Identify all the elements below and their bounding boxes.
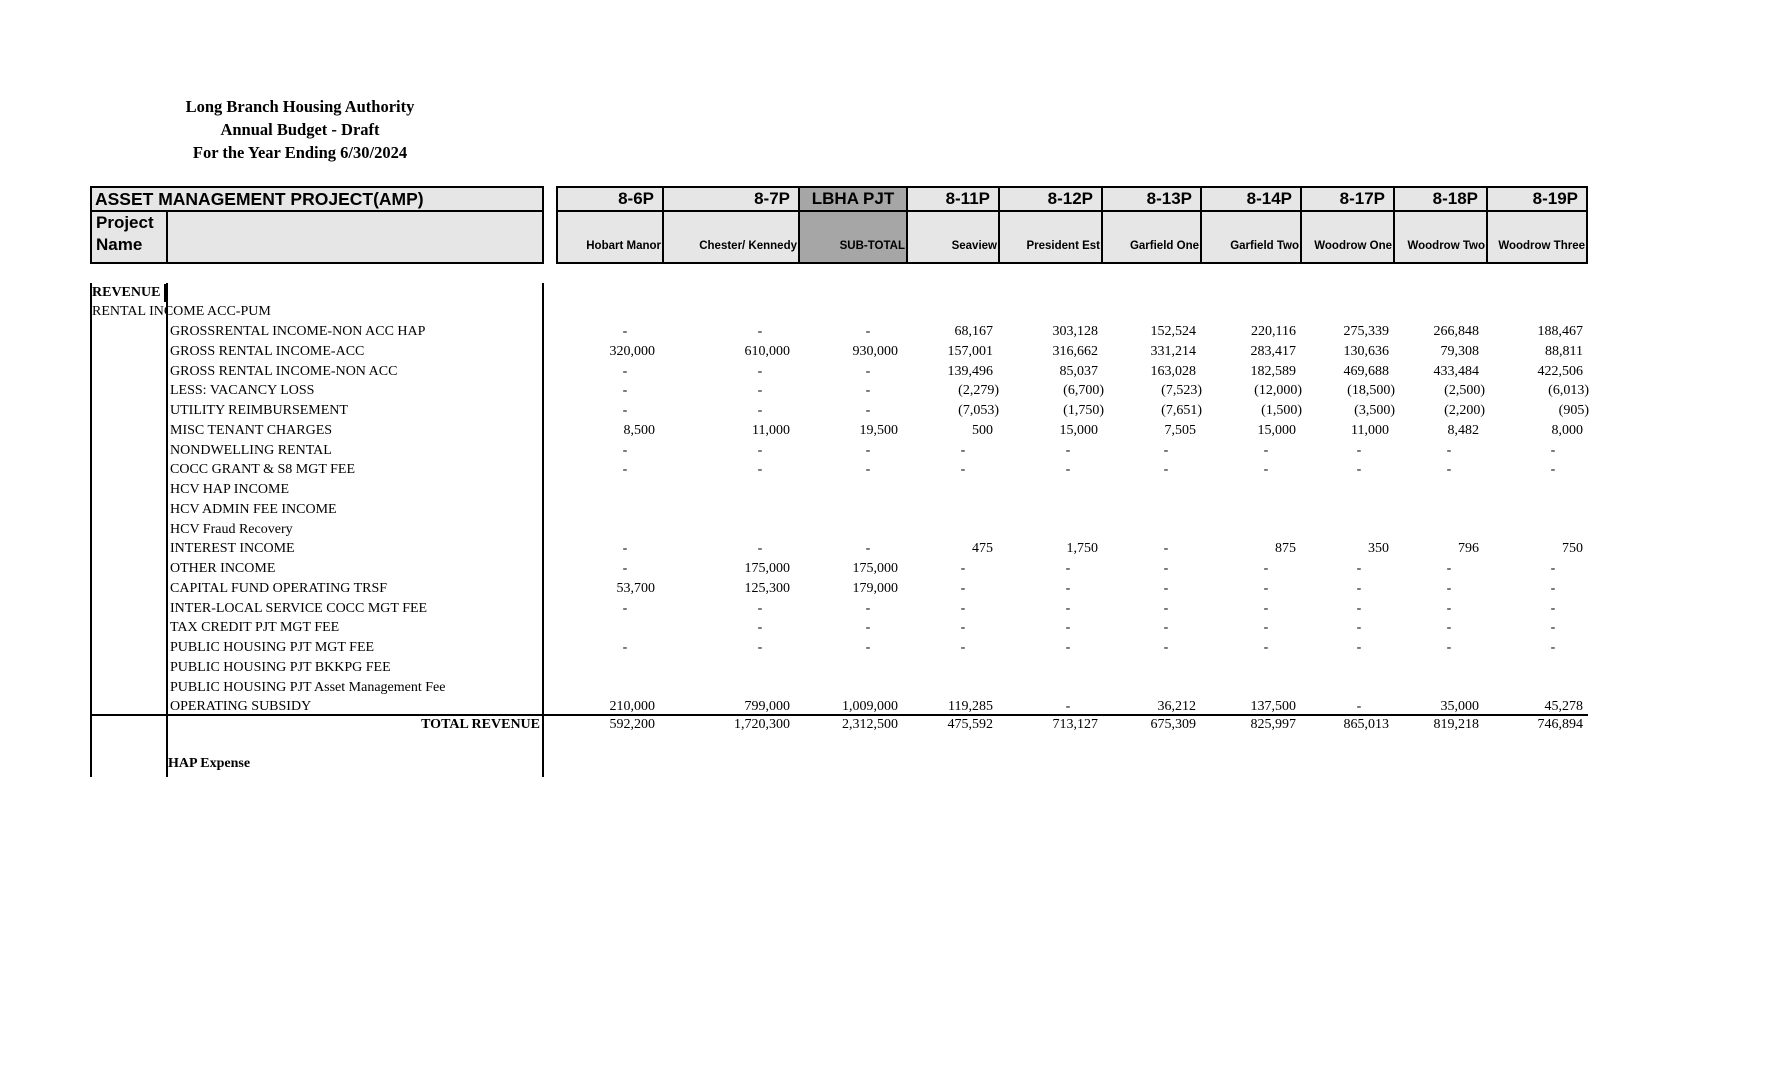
table-cell: 500 <box>972 423 993 438</box>
table-cell: 15,000 <box>1257 423 1296 438</box>
column-header <box>798 186 906 264</box>
table-cell: - <box>622 541 628 556</box>
column-code: 8-12P <box>1000 188 1101 212</box>
table-cell: - <box>757 640 763 655</box>
table-cell: - <box>1263 561 1269 576</box>
table-cell: - <box>960 640 966 655</box>
table-cell: - <box>1163 561 1169 576</box>
table-cell: 36,212 <box>1157 699 1196 714</box>
column-header <box>906 186 998 264</box>
column-header <box>998 186 1101 264</box>
project-name-label: Project Name <box>96 213 154 254</box>
table-cell: 350 <box>1368 541 1389 556</box>
table-cell: - <box>960 581 966 596</box>
table-cell: - <box>1065 581 1071 596</box>
table-cell: 2,312,500 <box>842 717 898 732</box>
table-cell: - <box>757 462 763 477</box>
table-cell: - <box>1263 601 1269 616</box>
column-code: 8-11P <box>908 188 998 212</box>
table-cell: - <box>1356 581 1362 596</box>
table-cell: - <box>757 443 763 458</box>
column-project-name: SUB-TOTAL <box>839 240 905 252</box>
table-cell: (2,200) <box>1444 403 1485 418</box>
table-cell: 210,000 <box>609 699 655 714</box>
table-cell: 1,720,300 <box>734 717 790 732</box>
table-cell: - <box>1065 640 1071 655</box>
table-cell: - <box>622 383 628 398</box>
row-label: HCV Fraud Recovery <box>170 522 293 537</box>
table-cell: 188,467 <box>1537 324 1583 339</box>
report-subtitle: Annual Budget - Draft <box>220 120 380 139</box>
row-label: TAX CREDIT PJT MGT FEE <box>170 620 340 635</box>
table-cell: 675,309 <box>1150 717 1196 732</box>
row-label: LESS: VACANCY LOSS <box>170 383 315 398</box>
column-header <box>1393 186 1486 264</box>
table-cell: - <box>865 640 871 655</box>
table-cell: - <box>1065 443 1071 458</box>
table-cell: 179,000 <box>852 581 898 596</box>
table-cell: 819,218 <box>1433 717 1479 732</box>
report-title-block <box>150 95 450 164</box>
table-cell: (3,500) <box>1354 403 1395 418</box>
table-cell: - <box>865 620 871 635</box>
column-header <box>556 186 662 264</box>
table-cell: 85,037 <box>1059 364 1098 379</box>
column-code: 8-13P <box>1103 188 1200 212</box>
table-cell: - <box>622 364 628 379</box>
column-project-name: Woodrow Two <box>1407 240 1485 252</box>
table-cell: 139,496 <box>947 364 993 379</box>
table-cell: - <box>865 403 871 418</box>
table-cell: 119,285 <box>948 699 993 714</box>
table-cell: 825,997 <box>1250 717 1296 732</box>
table-cell: - <box>757 364 763 379</box>
table-cell: 316,662 <box>1052 344 1098 359</box>
table-cell: - <box>1163 443 1169 458</box>
column-project-name: Chester/ Kennedy <box>699 240 797 252</box>
table-cell: 865,013 <box>1343 717 1389 732</box>
table-cell: 610,000 <box>744 344 790 359</box>
table-cell: 19,500 <box>859 423 898 438</box>
table-cell: 152,524 <box>1150 324 1196 339</box>
table-cell: 8,500 <box>623 423 655 438</box>
table-cell: - <box>1356 601 1362 616</box>
table-cell: 175,000 <box>744 561 790 576</box>
table-cell: - <box>622 561 628 576</box>
table-cell: (6,013) <box>1548 383 1589 398</box>
table-cell: (7,053) <box>958 403 999 418</box>
table-cell: 796 <box>1458 541 1479 556</box>
table-cell: 157,001 <box>947 344 993 359</box>
row-label: INTER-LOCAL SERVICE COCC MGT FEE <box>170 601 428 616</box>
table-cell: - <box>1550 620 1556 635</box>
table-cell: - <box>865 462 871 477</box>
table-cell: 750 <box>1562 541 1583 556</box>
table-cell: - <box>1263 640 1269 655</box>
table-cell: (7,651) <box>1161 403 1202 418</box>
table-cell: - <box>1163 462 1169 477</box>
table-cell: (905) <box>1558 403 1589 418</box>
table-cell: - <box>1550 462 1556 477</box>
section-hap-expense: HAP Expense <box>168 756 251 771</box>
table-cell: 125,300 <box>744 581 790 596</box>
table-cell: - <box>1263 581 1269 596</box>
row-label: CAPITAL FUND OPERATING TRSF <box>170 581 388 596</box>
total-revenue-label: TOTAL REVENUE <box>421 717 540 732</box>
table-cell: - <box>1356 462 1362 477</box>
table-cell: - <box>1356 620 1362 635</box>
table-cell: - <box>1356 699 1362 714</box>
row-label: PUBLIC HOUSING PJT BKKPG FEE <box>170 660 391 675</box>
table-cell: - <box>1356 443 1362 458</box>
column-project-name: Woodrow One <box>1314 240 1392 252</box>
table-cell: - <box>960 620 966 635</box>
row-label: MISC TENANT CHARGES <box>170 423 333 438</box>
row-label: GROSS RENTAL INCOME-ACC <box>170 344 365 359</box>
table-cell: 1,750 <box>1066 541 1098 556</box>
project-name-cell <box>92 212 168 262</box>
table-cell: 422,506 <box>1537 364 1583 379</box>
table-cell: 163,028 <box>1150 364 1196 379</box>
column-project-name: Garfield One <box>1129 240 1199 252</box>
table-cell: 79,308 <box>1440 344 1479 359</box>
table-cell: 175,000 <box>852 561 898 576</box>
table-cell: - <box>1065 620 1071 635</box>
table-cell: - <box>1446 640 1452 655</box>
table-cell: 88,811 <box>1545 344 1583 359</box>
table-cell: 433,484 <box>1433 364 1479 379</box>
column-code: 8-7P <box>664 188 798 212</box>
section-revenue: REVENUE <box>92 285 161 300</box>
column-project-name: President Est <box>1026 240 1100 252</box>
row-label: COCC GRANT & S8 MGT FEE <box>170 462 356 477</box>
table-cell: - <box>1356 561 1362 576</box>
table-cell: 746,894 <box>1537 717 1583 732</box>
table-cell: 7,505 <box>1164 423 1196 438</box>
table-cell: (2,500) <box>1444 383 1485 398</box>
row-label: INTEREST INCOME <box>170 541 295 556</box>
table-cell: - <box>1163 620 1169 635</box>
table-cell: - <box>865 541 871 556</box>
table-cell: (7,523) <box>1161 383 1202 398</box>
table-cell: - <box>622 324 628 339</box>
table-cell: 592,200 <box>609 717 655 732</box>
table-cell: 875 <box>1275 541 1296 556</box>
table-cell: - <box>1446 443 1452 458</box>
table-cell: - <box>622 640 628 655</box>
table-cell: - <box>757 403 763 418</box>
table-cell: (1,750) <box>1063 403 1104 418</box>
column-project-name: Hobart Manor <box>586 240 661 252</box>
table-cell: - <box>960 443 966 458</box>
row-label: HCV ADMIN FEE INCOME <box>170 502 337 517</box>
table-cell: 11,000 <box>1351 423 1389 438</box>
report-title: Long Branch Housing Authority <box>185 97 415 116</box>
column-header <box>1300 186 1393 264</box>
table-cell: - <box>757 541 763 556</box>
column-header <box>1200 186 1300 264</box>
table-cell: 320,000 <box>609 344 655 359</box>
table-cell: - <box>757 620 763 635</box>
amp-header-row <box>92 188 542 212</box>
table-cell: - <box>1446 601 1452 616</box>
table-cell: - <box>1446 620 1452 635</box>
table-cell: (2,279) <box>958 383 999 398</box>
table-cell: - <box>1163 581 1169 596</box>
table-cell: - <box>1446 462 1452 477</box>
table-cell: 137,500 <box>1250 699 1296 714</box>
table-cell: 475,592 <box>947 717 993 732</box>
table-cell: 331,214 <box>1150 344 1196 359</box>
table-cell: - <box>1550 443 1556 458</box>
table-cell: - <box>1163 541 1169 556</box>
table-cell: - <box>757 601 763 616</box>
table-cell: - <box>1550 581 1556 596</box>
row-label: GROSS RENTAL INCOME-NON ACC <box>170 364 398 379</box>
table-cell: - <box>865 443 871 458</box>
column-project-name: Garfield Two <box>1230 240 1299 252</box>
table-cell: - <box>865 601 871 616</box>
table-cell: 303,128 <box>1052 324 1098 339</box>
report-period: For the Year Ending 6/30/2024 <box>192 143 408 162</box>
table-cell: 799,000 <box>744 699 790 714</box>
column-code: 8-18P <box>1395 188 1486 212</box>
table-cell: - <box>1550 601 1556 616</box>
table-cell: - <box>865 364 871 379</box>
table-cell: 275,339 <box>1343 324 1389 339</box>
column-project-name: Woodrow Three <box>1498 240 1585 252</box>
table-cell: - <box>865 324 871 339</box>
table-cell: - <box>622 443 628 458</box>
table-cell: - <box>622 403 628 418</box>
table-cell: 713,127 <box>1052 717 1098 732</box>
table-cell: 1,009,000 <box>842 699 898 714</box>
table-cell: 220,116 <box>1251 324 1296 339</box>
table-cell: 930,000 <box>852 344 898 359</box>
table-cell: 45,278 <box>1544 699 1583 714</box>
table-cell: 35,000 <box>1440 699 1479 714</box>
column-header <box>662 186 798 264</box>
table-cell: 8,482 <box>1447 423 1479 438</box>
table-cell: 15,000 <box>1059 423 1098 438</box>
table-cell: 8,000 <box>1551 423 1583 438</box>
table-cell: 475 <box>972 541 993 556</box>
table-cell: 68,167 <box>954 324 993 339</box>
table-cell: - <box>1550 561 1556 576</box>
table-cell: (18,500) <box>1347 383 1395 398</box>
table-cell: - <box>1356 640 1362 655</box>
row-label: UTILITY REIMBURSEMENT <box>170 403 348 418</box>
row-label: HCV HAP INCOME <box>170 482 290 497</box>
table-cell: - <box>757 383 763 398</box>
row-label: NONDWELLING RENTAL <box>170 443 332 458</box>
table-cell: - <box>1446 581 1452 596</box>
label-indent-border <box>166 283 168 777</box>
table-cell: 130,636 <box>1343 344 1389 359</box>
column-code: 8-6P <box>558 188 662 212</box>
row-label: GROSSRENTAL INCOME-NON ACC HAP <box>170 324 426 339</box>
table-cell: 11,000 <box>752 423 790 438</box>
table-cell: - <box>1550 640 1556 655</box>
section-rental-income: RENTAL INCOME ACC-PUM <box>92 304 271 319</box>
revenue-marker <box>164 284 166 302</box>
row-label: OPERATING SUBSIDY <box>170 699 312 714</box>
column-code: LBHA PJT <box>800 188 906 212</box>
table-cell: - <box>1065 699 1071 714</box>
table-cell: - <box>1263 443 1269 458</box>
amp-header <box>90 186 544 264</box>
column-header <box>1101 186 1200 264</box>
table-cell: 182,589 <box>1250 364 1296 379</box>
table-cell: 283,417 <box>1250 344 1296 359</box>
amp-label: ASSET MANAGEMENT PROJECT(AMP) <box>95 189 424 209</box>
table-cell: (12,000) <box>1254 383 1302 398</box>
table-cell: 53,700 <box>616 581 655 596</box>
table-cell: - <box>960 561 966 576</box>
table-cell: - <box>1065 561 1071 576</box>
table-cell: - <box>1065 601 1071 616</box>
table-cell: 266,848 <box>1433 324 1479 339</box>
column-code: 8-14P <box>1202 188 1300 212</box>
row-label: PUBLIC HOUSING PJT MGT FEE <box>170 640 375 655</box>
left-border <box>90 283 92 777</box>
table-cell: - <box>622 601 628 616</box>
table-cell: (6,700) <box>1063 383 1104 398</box>
column-header <box>1486 186 1588 264</box>
table-cell: - <box>1263 462 1269 477</box>
table-cell: - <box>622 462 628 477</box>
table-cell: - <box>960 462 966 477</box>
table-cell: - <box>960 601 966 616</box>
table-cell: - <box>1163 601 1169 616</box>
table-cell: - <box>1263 620 1269 635</box>
table-cell: - <box>1446 561 1452 576</box>
column-code: 8-17P <box>1302 188 1393 212</box>
column-project-name: Seaview <box>951 240 997 252</box>
table-cell: - <box>865 383 871 398</box>
table-cell: (1,500) <box>1261 403 1302 418</box>
table-cell: - <box>1163 640 1169 655</box>
table-cell: - <box>757 324 763 339</box>
row-label: OTHER INCOME <box>170 561 276 576</box>
table-cell: 469,688 <box>1343 364 1389 379</box>
table-cell: - <box>1065 462 1071 477</box>
row-label: PUBLIC HOUSING PJT Asset Management Fee <box>170 680 446 695</box>
column-code: 8-19P <box>1488 188 1586 212</box>
